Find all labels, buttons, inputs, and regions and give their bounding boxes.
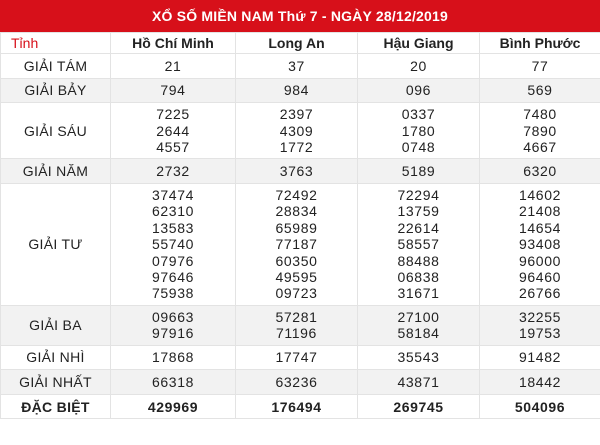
prize-cell [111,183,236,305]
prize-cell [480,159,600,184]
prize-cell [480,370,600,395]
prize-number: 28834 [275,203,318,220]
prize-number: 4667 [523,138,557,155]
prize-number: 09723 [275,285,318,302]
prize-cell [358,54,480,79]
prize-cell [111,394,236,419]
prize-number: 14602 [519,186,561,203]
prize-number: 43871 [397,373,440,390]
prize-number: 21408 [519,203,561,220]
prize-cell [236,370,358,395]
prize-label: GIẢI SÁU [1,103,111,159]
prize-cell [480,103,600,159]
prize-number: 19753 [519,325,561,342]
prize-cell [480,394,600,419]
prize-number: 97916 [152,325,194,342]
prize-number: 21 [164,57,182,74]
prize-number: 62310 [152,203,194,220]
prize-cell [111,78,236,103]
prize-cell [111,159,236,184]
prize-number: 14654 [519,219,561,236]
prize-number: 794 [160,82,186,99]
prize-number: 22614 [397,219,440,236]
prize-number: 96460 [519,268,561,285]
province-header: Hậu Giang [358,33,480,54]
prize-row [1,103,600,159]
prize-cell [111,370,236,395]
prize-number: 96000 [519,252,561,269]
prize-cell [236,394,358,419]
prize-number: 504096 [514,398,566,415]
results-body [1,54,600,419]
prize-number: 58557 [397,236,440,253]
prize-number: 66318 [152,373,194,390]
prize-cell [236,345,358,370]
prize-number: 37 [288,57,305,74]
prize-row [1,159,600,184]
prize-number: 13583 [152,219,194,236]
header-row [1,33,600,54]
prize-number: 97646 [152,268,194,285]
prize-number: 20 [410,57,427,74]
prize-number: 429969 [147,398,199,415]
prize-cell [236,159,358,184]
prize-number: 176494 [271,398,322,415]
prize-cell [480,345,600,370]
prize-cell [480,78,600,103]
prize-number: 569 [527,82,553,99]
prize-number: 2644 [156,122,190,139]
prize-number: 37474 [152,186,194,203]
prize-label: GIẢI NĂM [1,159,111,184]
prize-row [1,78,600,103]
prize-cell [358,78,480,103]
prize-number: 0337 [401,106,436,123]
prize-cell [358,159,480,184]
prize-number: 55740 [152,236,194,253]
page-title: XỔ SỐ MIỀN NAM Thứ 7 - NGÀY 28/12/2019 [0,0,600,32]
prize-cell [358,305,480,345]
prize-number: 60350 [275,252,318,269]
prize-number: 13759 [397,203,440,220]
prize-number: 27100 [397,308,440,325]
province-header: Long An [236,33,358,54]
prize-label: GIẢI NHÌ [1,345,111,370]
prize-label: ĐẶC BIỆT [1,394,111,419]
prize-number: 75938 [152,285,194,302]
prize-number: 26766 [519,285,561,302]
prize-cell [236,183,358,305]
prize-number: 984 [283,82,310,99]
prize-number: 269745 [393,398,444,415]
prize-cell [358,370,480,395]
prize-number: 07976 [152,252,194,269]
results-table [0,32,600,419]
prize-number: 4557 [156,138,190,155]
prize-number: 77187 [275,236,318,253]
prize-label: GIẢI BẢY [1,78,111,103]
prize-number: 7225 [156,106,190,123]
prize-number: 7890 [523,122,557,139]
prize-number: 17747 [275,349,318,366]
prize-number: 18442 [519,373,561,390]
prize-number: 2732 [156,162,190,179]
prize-label: GIẢI BA [1,305,111,345]
prize-number: 09663 [152,308,194,325]
prize-cell [480,183,600,305]
prize-number: 06838 [397,268,440,285]
prize-label: GIẢI NHẤT [1,370,111,395]
prize-cell [358,103,480,159]
prize-number: 5189 [401,162,436,179]
prize-cell [480,54,600,79]
prize-row [1,394,600,419]
prize-number: 6320 [523,162,557,179]
prize-label: GIẢI TƯ [1,183,111,305]
prize-number: 65989 [275,219,318,236]
prize-number: 57281 [275,308,318,325]
prize-number: 32255 [519,308,561,325]
prize-number: 91482 [519,349,561,366]
province-header: Hồ Chí Minh [111,33,236,54]
province-header-label: Tỉnh [1,33,111,54]
prize-cell [358,345,480,370]
prize-number: 58184 [397,325,440,342]
prize-number: 72294 [397,186,440,203]
prize-cell [236,78,358,103]
prize-cell [111,103,236,159]
prize-number: 77 [531,57,549,74]
prize-number: 4309 [279,122,314,139]
prize-number: 7480 [523,106,557,123]
prize-number: 17868 [152,349,194,366]
prize-number: 0748 [401,138,436,155]
prize-cell [358,183,480,305]
prize-cell [358,394,480,419]
prize-number: 1772 [279,138,314,155]
prize-label: GIẢI TÁM [1,54,111,79]
prize-number: 71196 [276,325,317,342]
prize-row [1,370,600,395]
prize-cell [111,305,236,345]
prize-number: 72492 [275,186,318,203]
prize-row [1,345,600,370]
prize-row [1,183,600,305]
prize-row [1,305,600,345]
prize-number: 63236 [275,373,318,390]
prize-number: 88488 [397,252,440,269]
province-header: Bình Phước [480,33,600,54]
prize-number: 31671 [397,285,440,302]
prize-number: 49595 [275,268,318,285]
prize-number: 93408 [519,236,561,253]
prize-cell [236,103,358,159]
prize-cell [111,54,236,79]
prize-cell [111,345,236,370]
prize-number: 35543 [397,349,440,366]
prize-number: 3763 [279,162,314,179]
prize-cell [480,305,600,345]
prize-cell [236,305,358,345]
prize-number: 1780 [401,122,436,139]
prize-row [1,54,600,79]
prize-number: 2397 [279,106,314,123]
prize-number: 096 [405,82,432,99]
prize-cell [236,54,358,79]
